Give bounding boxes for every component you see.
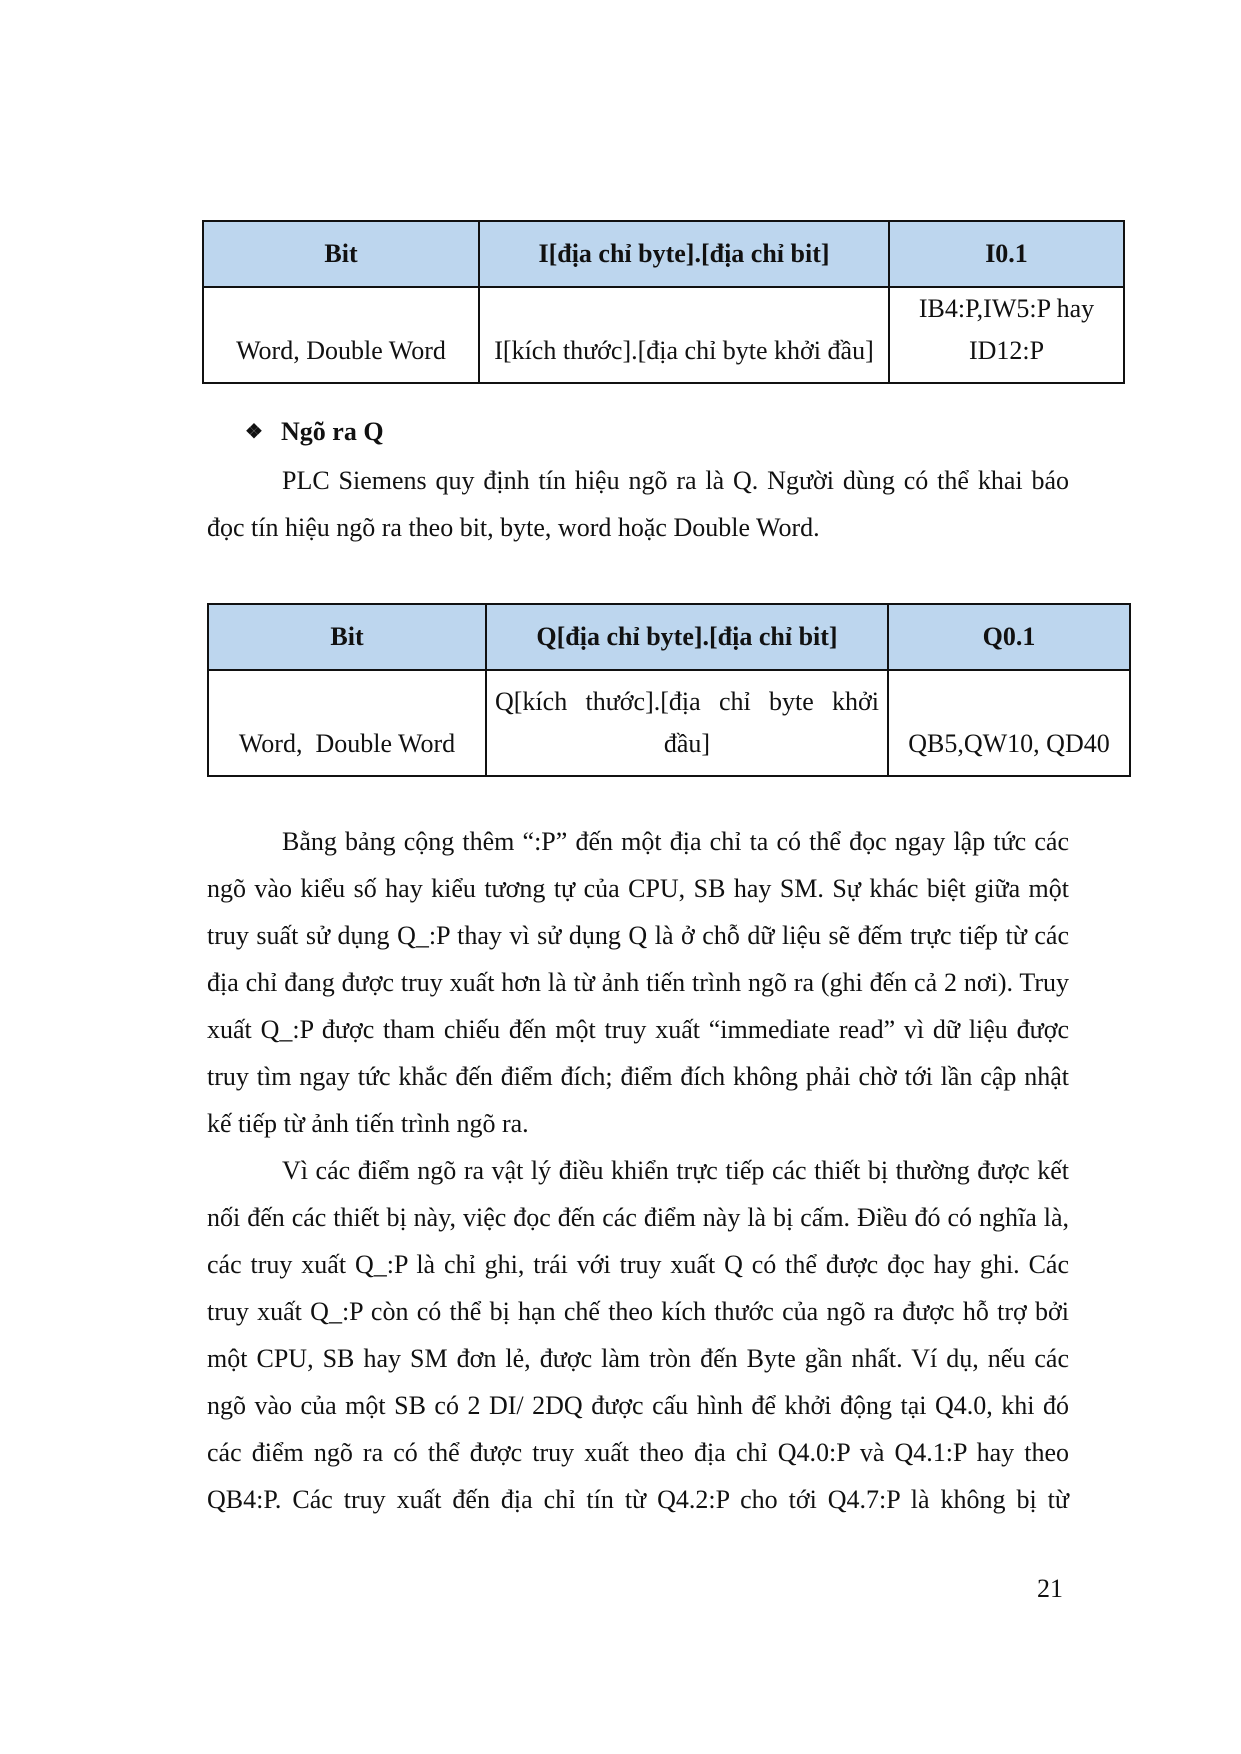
section-heading [245,414,384,450]
table-row [203,287,1124,383]
body-paragraph: Vì các điểm ngõ ra vật lý điều khiển trực tiếp các thiết bị thường được kết nối đến các thiết bị này, việc đọc đến các điểm này là bị cấm. Điều đó có nghĩa là, các truy xuất Q_:P là chỉ ghi, trái với truy xuất Q có thể được đọc hay ghi. Các truy xuất Q_:P còn có thể bị hạn chế theo kích thước của ngõ ra được hỗ trợ bởi một CPU, SB hay SM đơn lẻ, được làm tròn đến Byte gần nhất. Ví dụ, nếu các ngõ vào của một SB có 2 DI/ 2DQ được cấu hình để khởi động tại Q4.0, khi đó các điểm ngõ ra có thể được truy xuất theo địa chỉ Q4.0:P và Q4.1:P hay theo QB4:P. Các truy xuất đến địa chỉ tín từ Q4.2:P cho tới Q4.7:P là không bị từ [207,1156,1069,1514]
cell-type: Word, Double Word [208,670,486,776]
cell-format: Q[kích thước].[địa chỉ byte khởi đầu] [486,670,888,776]
intro-paragraph: PLC Siemens quy định tín hiệu ngõ ra là Q. Người dùng có thể khai báo đọc tín hiệu ngõ ra theo bit, byte, word hoặc Double Word. [207,466,1069,542]
cell-type: Word, Double Word [203,287,479,383]
input-address-table [202,220,1125,384]
cell-example: QB5,QW10, QD40 [888,670,1130,776]
section-heading-text: Ngõ ra Q [281,417,384,446]
diamond-bullet-icon: ❖ [245,421,263,443]
header-cell-example: Q0.1 [888,604,1130,670]
header-cell-type: Bit [203,221,479,287]
table-header-row [208,604,1130,670]
body-paragraph: Bằng bảng cộng thêm “:P” đến một địa chỉ ta có thể đọc ngay lập tức các ngõ vào kiểu số hay kiểu tương tự của CPU, SB hay SM. Sự khác biệt giữa một truy suất sử dụng Q_:P thay vì sử dụng Q là ở chỗ dữ liệu sẽ đếm trực tiếp từ các địa chỉ đang được truy xuất hơn là từ ảnh tiến trình ngõ ra (ghi đến cả 2 nơi). Truy xuất Q_:P được tham chiếu đến một truy xuất “immediate read” vì dữ liệu được truy tìm ngay tức khắc đến điểm đích; điểm đích không phải chờ tới lần cập nhật kế tiếp từ ảnh tiến trình ngõ ra. [207,827,1069,1138]
page-number: 21 [1037,1574,1063,1603]
output-address-table [207,603,1131,777]
cell-example: IB4:P,IW5:P hay ID12:P [889,287,1124,383]
table-row [208,670,1130,776]
cell-format: I[kích thước].[địa chỉ byte khởi đầu] [479,287,889,383]
header-cell-format: Q[địa chỉ byte].[địa chỉ bit] [486,604,888,670]
header-cell-type: Bit [208,604,486,670]
table-header-row [203,221,1124,287]
header-cell-format: I[địa chỉ byte].[địa chỉ bit] [479,221,889,287]
header-cell-example: I0.1 [889,221,1124,287]
